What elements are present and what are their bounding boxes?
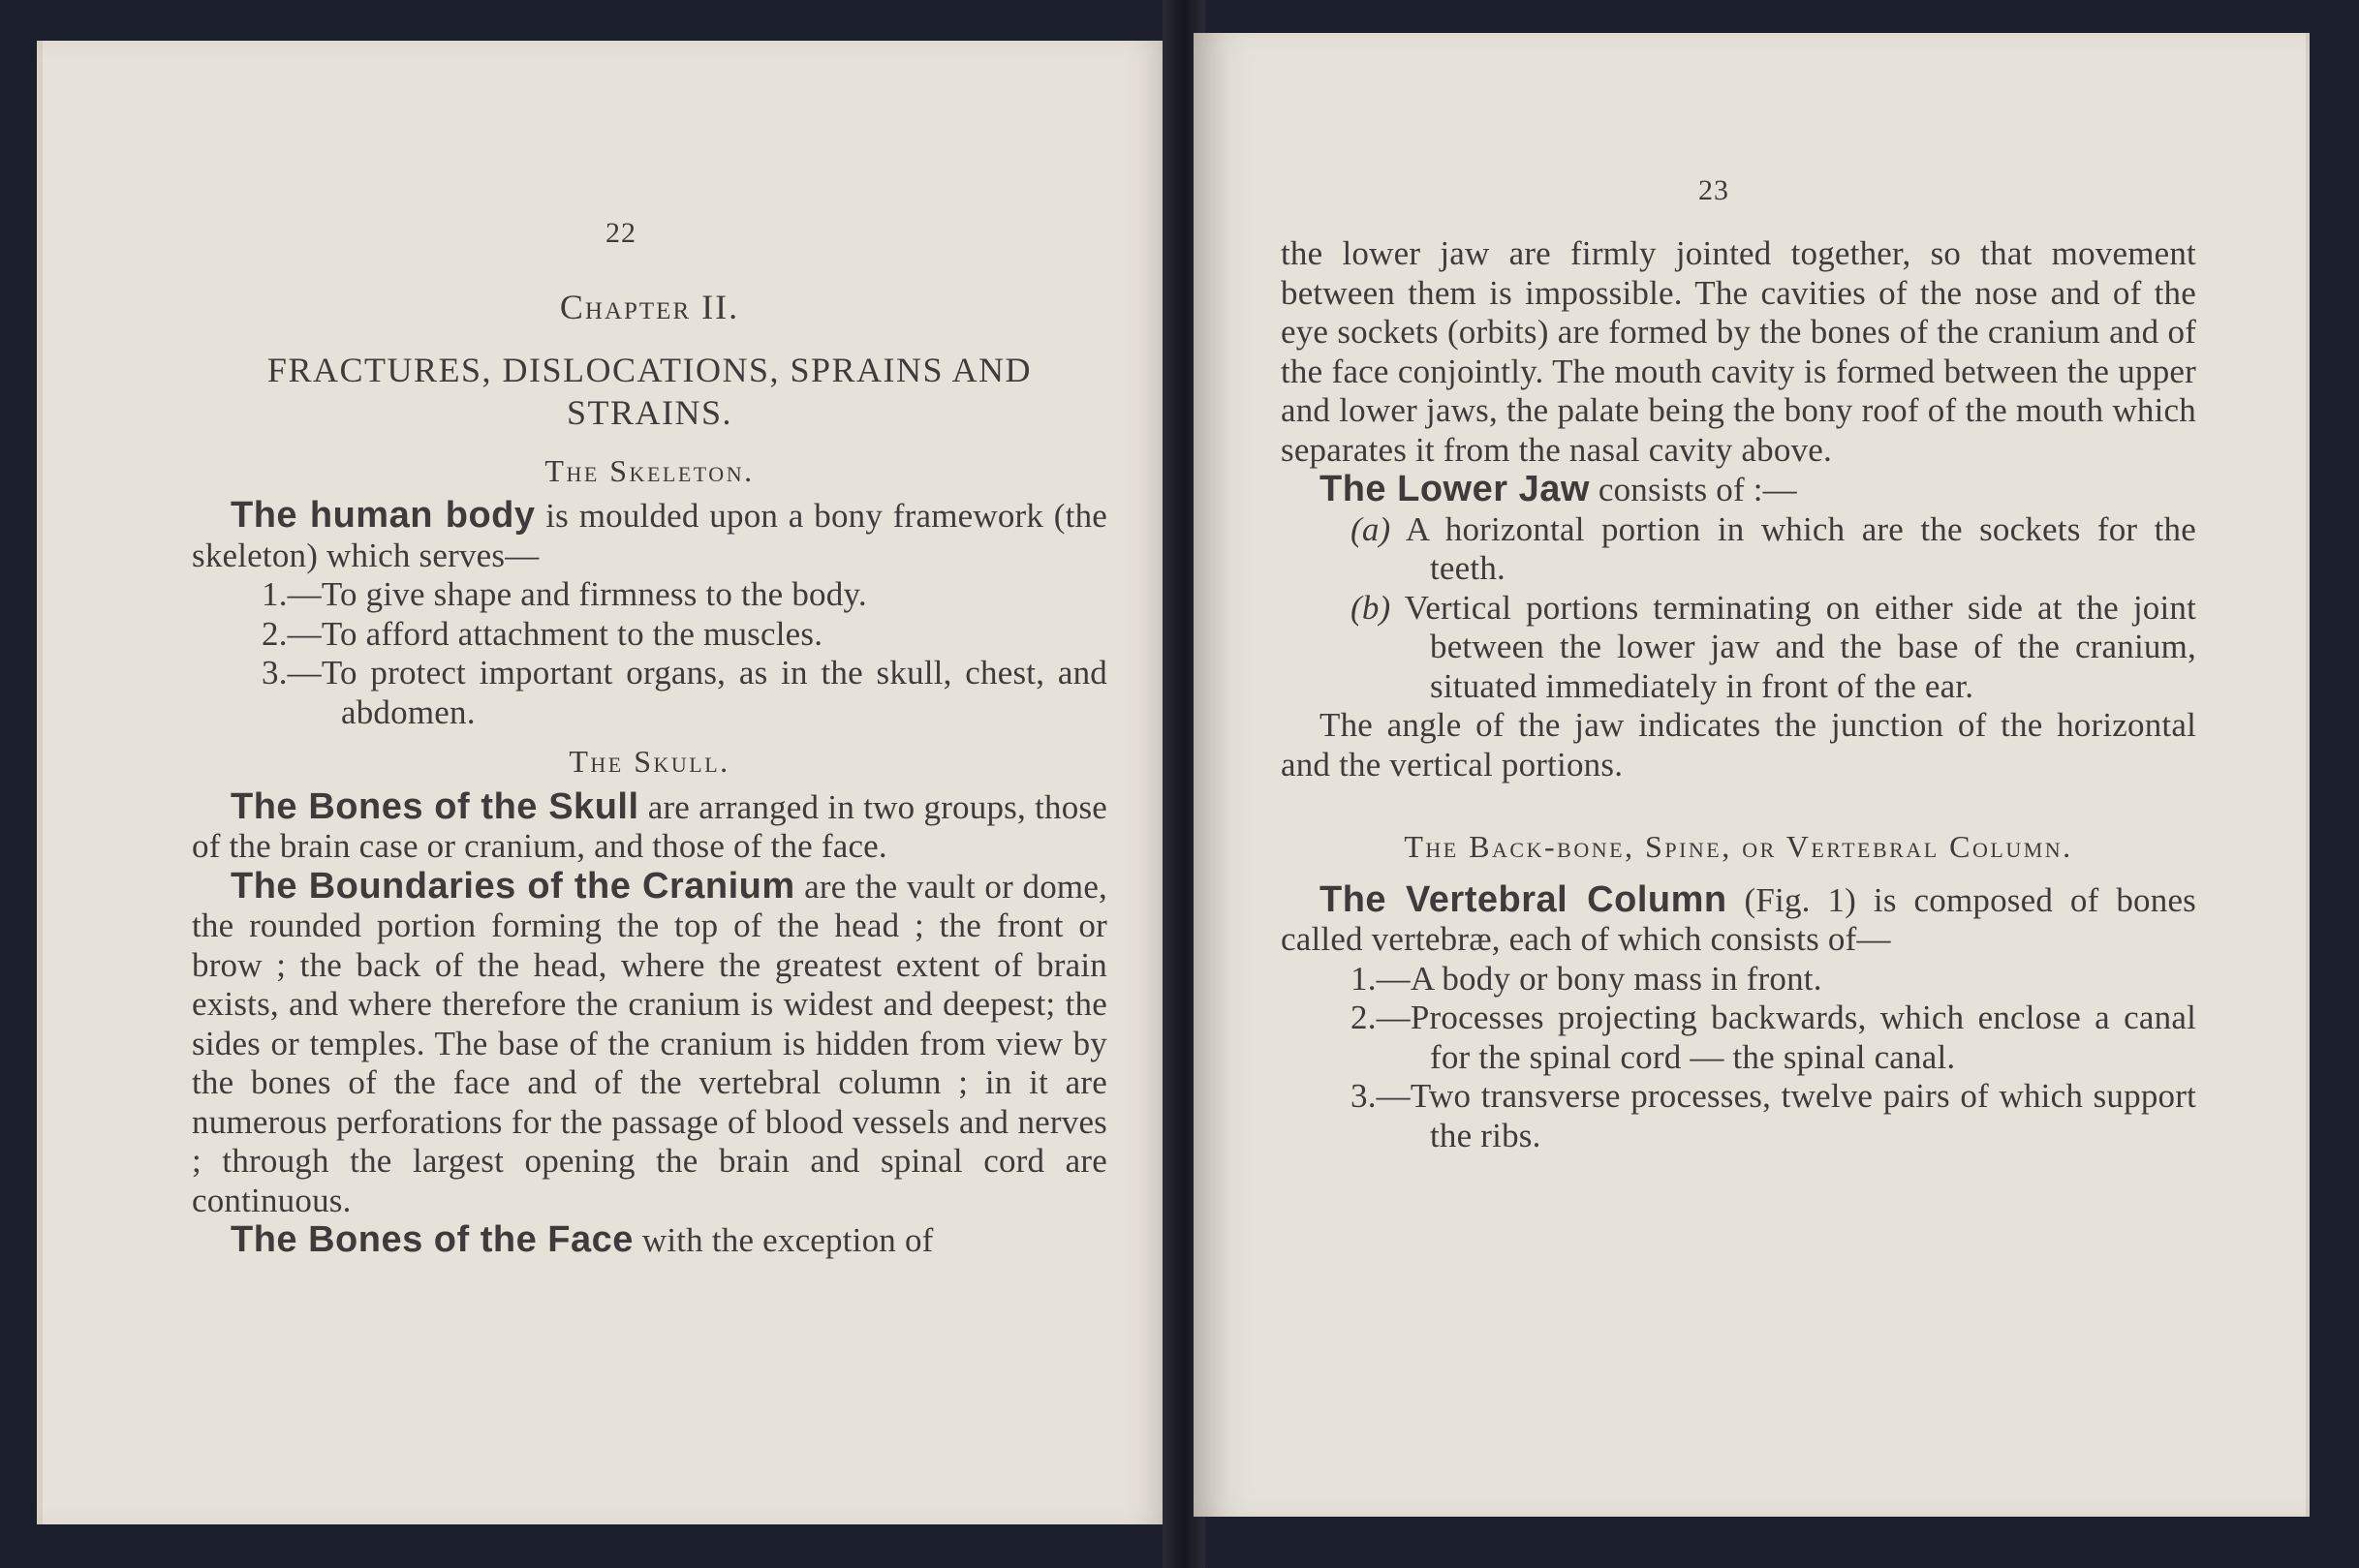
list-text: Processes projecting backwards, which enclose a canal for the spinal cord — the spinal canal. (1410, 999, 2196, 1076)
paragraph-text: are arranged in two groups, those of the brain case or cranium, and those of the face. (192, 787, 1107, 865)
section-heading-skeleton: The Skeleton. (544, 452, 755, 488)
list-item (192, 575, 1107, 615)
lead-phrase: The Boundaries of the Cranium (231, 865, 795, 907)
list-item (1281, 510, 2196, 589)
chapter-heading: Chapter II. (559, 288, 740, 326)
section-heading-skull: The Skull. (569, 744, 730, 779)
paragraph-skull (192, 787, 1107, 867)
paragraph-text: consists of :— (1598, 471, 1797, 508)
list-text: To give shape and firmness to the body. (321, 575, 867, 613)
paragraph-lower-jaw (1281, 470, 2196, 510)
list-number: 3.— (262, 654, 322, 692)
lead-phrase: The Lower Jaw (1319, 469, 1590, 509)
list-item (1281, 960, 2196, 999)
lead-phrase: The Bones of the Skull (231, 785, 639, 827)
list-number: 3.— (1350, 1077, 1411, 1115)
right-page (1194, 33, 2310, 1517)
page-number: 23 (1698, 174, 1729, 206)
paragraph-text: with the exception of (641, 1221, 934, 1259)
list-item (1281, 589, 2196, 707)
paragraph-text: (Fig. 1) is composed of bones called vertebræ, each of which consists of— (1281, 880, 2197, 958)
lead-phrase: The human body (231, 495, 536, 536)
list-letter: (b) (1350, 588, 1391, 627)
list-item (1281, 1077, 2196, 1155)
paragraph-text: is moulded upon a bony framework (the skeleton) which serves— (192, 497, 1108, 574)
paragraph-face (192, 1220, 1107, 1261)
list-number: 2.— (1350, 999, 1411, 1036)
lead-phrase: The Vertebral Column (1319, 878, 1727, 920)
list-item (192, 654, 1107, 732)
paragraph-angle: The angle of the jaw indicates the junction of the horizontal and the vertical portions. (1281, 706, 2196, 784)
page-number: 22 (605, 217, 636, 249)
list-number: 1.— (262, 575, 322, 613)
list-number: 1.— (1350, 959, 1411, 998)
paragraph-text: are the vault or dome, the rounded portion forming the top of the head ; the front or brow ; the back of the head, where the greatest extent of brain exists, and where therefore the cranium is widest and deepest; the sides or temples. The base of the cranium is hidden from view by the bones of the face and of the vertebral column ; in it are numerous perforations for the passage of blood vessels and nerves ; through the largest opening the brain and spinal cord are continuous. (192, 867, 1108, 1219)
list-item (192, 615, 1107, 655)
list-text: Two transverse processes, twelve pairs of which support the ribs. (1410, 1077, 2196, 1154)
list-item (1281, 999, 2196, 1077)
left-page (37, 41, 1174, 1524)
left-page-text (192, 288, 1107, 1261)
lead-phrase: The Bones of the Face (231, 1219, 634, 1260)
list-text: To afford attachment to the muscles. (321, 614, 823, 653)
chapter-title: FRACTURES, DISLOCATIONS, SPRAINS AND STRAINS. (266, 350, 1033, 432)
paragraph-continued: the lower jaw are firmly jointed together, so that movement between them is impossible. The cavities of the nose and of the eye sockets (orbits) are formed by the bones of the cranium and of the face conjointly. The mouth cavity is formed between the upper and lower jaws, the palate being the bony roof of the mouth which separates it from the nasal cavity above. (1281, 234, 2196, 469)
right-page-text (1281, 234, 2196, 1155)
list-number: 2.— (262, 614, 322, 653)
list-letter: (a) (1350, 509, 1391, 548)
list-text: A horizontal portion in which are the sockets for the teeth. (1405, 509, 2196, 587)
section-heading-backbone: The Back-bone, Spine, or Vertebral Column. (1404, 829, 2073, 864)
paragraph-vertebral (1281, 880, 2196, 960)
list-text: A body or bony mass in front. (1410, 959, 1822, 998)
paragraph-cranium (192, 867, 1107, 1221)
list-text: To protect important organs, as in the skull, chest, and abdomen. (321, 654, 1107, 731)
paragraph-skeleton (192, 496, 1107, 575)
list-text: Vertical portions terminating on either side at the joint between the lower jaw and the base of the cranium, situated immediately in front of the ear. (1404, 588, 2196, 705)
